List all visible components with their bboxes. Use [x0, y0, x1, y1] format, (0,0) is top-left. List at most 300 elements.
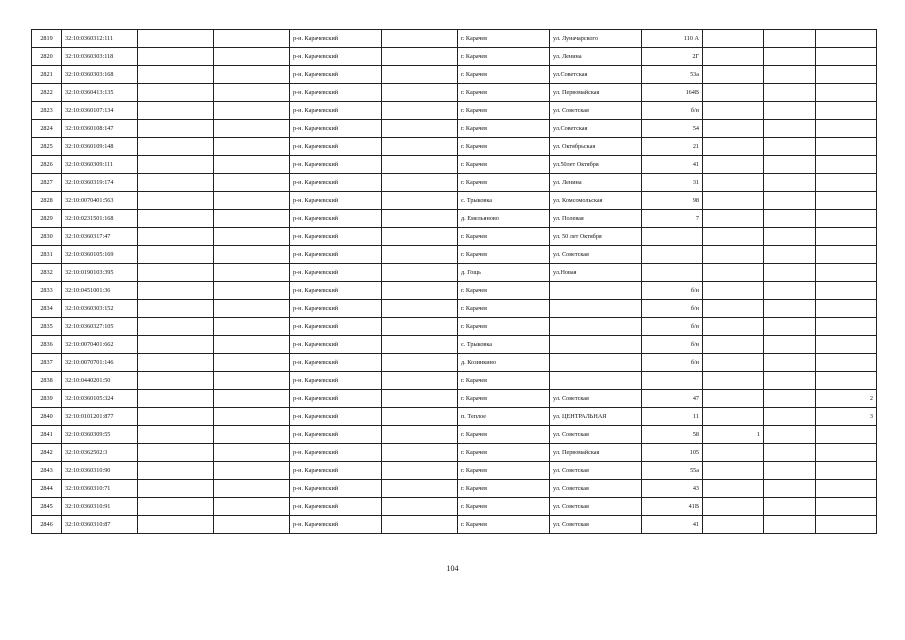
house-number-cell — [642, 228, 703, 246]
locality-cell: г. Карачев — [458, 120, 550, 138]
house-number-cell: 41 — [642, 516, 703, 534]
district-cell: р-н. Карачевский — [290, 120, 382, 138]
street-cell: ул. Советская — [550, 462, 642, 480]
district-cell: р-н. Карачевский — [290, 372, 382, 390]
district-cell: р-н. Карачевский — [290, 48, 382, 66]
street-cell: ул. Советская — [550, 102, 642, 120]
cadastral-number-cell: 32:10:0360310:71 — [62, 480, 138, 498]
house-number-cell: б/н — [642, 300, 703, 318]
street-cell — [550, 318, 642, 336]
row-number-cell: 2824 — [32, 120, 62, 138]
house-number-cell: б/н — [642, 336, 703, 354]
empty-cell — [138, 192, 214, 210]
empty-cell — [138, 282, 214, 300]
extra-cell — [764, 354, 816, 372]
empty-cell — [214, 228, 290, 246]
empty-cell — [382, 228, 458, 246]
empty-cell — [382, 300, 458, 318]
empty-cell — [214, 516, 290, 534]
empty-cell — [214, 282, 290, 300]
locality-cell: с. Трыковка — [458, 336, 550, 354]
extra-cell — [816, 48, 877, 66]
extra-cell — [816, 66, 877, 84]
extra-cell — [764, 138, 816, 156]
empty-cell — [382, 444, 458, 462]
district-cell: р-н. Карачевский — [290, 156, 382, 174]
empty-cell — [138, 462, 214, 480]
extra-cell — [703, 156, 764, 174]
locality-cell: г. Карачев — [458, 516, 550, 534]
row-number-cell: 2838 — [32, 372, 62, 390]
street-cell: ул. Ленина — [550, 48, 642, 66]
cadastral-number-cell: 32:10:0360107:134 — [62, 102, 138, 120]
district-cell: р-н. Карачевский — [290, 354, 382, 372]
empty-cell — [382, 498, 458, 516]
extra-cell — [703, 84, 764, 102]
empty-cell — [382, 516, 458, 534]
extra-cell — [764, 210, 816, 228]
house-number-cell: 53а — [642, 66, 703, 84]
empty-cell — [382, 174, 458, 192]
empty-cell — [214, 318, 290, 336]
table-row — [32, 300, 877, 318]
extra-cell — [703, 372, 764, 390]
street-cell: ул.50лет Октября — [550, 156, 642, 174]
table-row — [32, 498, 877, 516]
locality-cell: г. Карачев — [458, 84, 550, 102]
street-cell: ул. Луначарского — [550, 30, 642, 48]
cadastral-number-cell: 32:10:0070701:146 — [62, 354, 138, 372]
table-row — [32, 210, 877, 228]
extra-cell — [703, 480, 764, 498]
district-cell: р-н. Карачевский — [290, 264, 382, 282]
empty-cell — [382, 426, 458, 444]
extra-cell — [703, 282, 764, 300]
row-number-cell: 2819 — [32, 30, 62, 48]
house-number-cell: 110 А — [642, 30, 703, 48]
table-row — [32, 156, 877, 174]
row-number-cell: 2823 — [32, 102, 62, 120]
locality-cell: г. Карачев — [458, 462, 550, 480]
extra-cell — [764, 84, 816, 102]
table-row — [32, 30, 877, 48]
extra-cell — [764, 426, 816, 444]
house-number-cell: 58 — [642, 426, 703, 444]
house-number-cell: 98 — [642, 192, 703, 210]
extra-cell — [816, 174, 877, 192]
district-cell: р-н. Карачевский — [290, 480, 382, 498]
empty-cell — [138, 156, 214, 174]
table-row — [32, 138, 877, 156]
empty-cell — [214, 246, 290, 264]
row-number-cell: 2829 — [32, 210, 62, 228]
street-cell: ул. Советская — [550, 246, 642, 264]
empty-cell — [214, 300, 290, 318]
extra-cell — [816, 372, 877, 390]
extra-cell — [816, 282, 877, 300]
extra-cell — [764, 192, 816, 210]
extra-cell — [816, 480, 877, 498]
empty-cell — [138, 246, 214, 264]
district-cell: р-н. Карачевский — [290, 300, 382, 318]
cadastral-number-cell: 32:10:0360310:87 — [62, 516, 138, 534]
extra-cell — [816, 102, 877, 120]
empty-cell — [138, 138, 214, 156]
house-number-cell: 55а — [642, 462, 703, 480]
cadastral-number-cell: 32:10:0360317:47 — [62, 228, 138, 246]
district-cell: р-н. Карачевский — [290, 318, 382, 336]
street-cell: ул. Октябрьская — [550, 138, 642, 156]
street-cell — [550, 354, 642, 372]
street-cell: ул. Советская — [550, 498, 642, 516]
empty-cell — [214, 102, 290, 120]
extra-cell — [703, 120, 764, 138]
extra-cell — [703, 192, 764, 210]
extra-cell — [816, 336, 877, 354]
cadastral-number-cell: 32:10:0360327:105 — [62, 318, 138, 336]
empty-cell — [138, 210, 214, 228]
cadastral-number-cell: 32:10:0362502:3 — [62, 444, 138, 462]
district-cell: р-н. Карачевский — [290, 66, 382, 84]
extra-cell — [703, 30, 764, 48]
extra-cell — [764, 30, 816, 48]
extra-cell — [764, 300, 816, 318]
property-register-table — [31, 29, 877, 534]
district-cell: р-н. Карачевский — [290, 84, 382, 102]
table-row — [32, 516, 877, 534]
empty-cell — [138, 228, 214, 246]
empty-cell — [214, 498, 290, 516]
empty-cell — [214, 48, 290, 66]
empty-cell — [138, 516, 214, 534]
street-cell: ул. ЦЕНТРАЛЬНАЯ — [550, 408, 642, 426]
cadastral-number-cell: 32:10:0360109:148 — [62, 138, 138, 156]
house-number-cell: 105 — [642, 444, 703, 462]
empty-cell — [214, 210, 290, 228]
street-cell — [550, 372, 642, 390]
extra-cell — [764, 444, 816, 462]
locality-cell: г. Карачев — [458, 102, 550, 120]
cadastral-number-cell: 32:10:0231501:168 — [62, 210, 138, 228]
empty-cell — [382, 480, 458, 498]
street-cell: ул. Первомайская — [550, 444, 642, 462]
district-cell: р-н. Карачевский — [290, 336, 382, 354]
cadastral-number-cell: 32:10:0360310:90 — [62, 462, 138, 480]
empty-cell — [382, 462, 458, 480]
cadastral-number-cell: 32:10:0360312:111 — [62, 30, 138, 48]
extra-cell — [703, 516, 764, 534]
empty-cell — [138, 102, 214, 120]
cadastral-number-cell: 32:10:0070401:563 — [62, 192, 138, 210]
table-row — [32, 246, 877, 264]
empty-cell — [214, 426, 290, 444]
cadastral-number-cell: 32:10:0360105:169 — [62, 246, 138, 264]
row-number-cell: 2826 — [32, 156, 62, 174]
extra-cell — [816, 192, 877, 210]
extra-cell — [816, 300, 877, 318]
district-cell: р-н. Карачевский — [290, 444, 382, 462]
empty-cell — [214, 354, 290, 372]
empty-cell — [214, 372, 290, 390]
row-number-cell: 2844 — [32, 480, 62, 498]
extra-cell — [764, 498, 816, 516]
street-cell — [550, 282, 642, 300]
locality-cell: г. Карачев — [458, 30, 550, 48]
street-cell: ул.Советская — [550, 120, 642, 138]
locality-cell: г. Карачев — [458, 372, 550, 390]
empty-cell — [214, 138, 290, 156]
extra-cell — [764, 48, 816, 66]
empty-cell — [382, 120, 458, 138]
table-row — [32, 102, 877, 120]
empty-cell — [138, 336, 214, 354]
house-number-cell — [642, 264, 703, 282]
locality-cell: д. Козинкино — [458, 354, 550, 372]
empty-cell — [138, 84, 214, 102]
district-cell: р-н. Карачевский — [290, 228, 382, 246]
empty-cell — [138, 48, 214, 66]
extra-cell — [703, 138, 764, 156]
table-row — [32, 462, 877, 480]
extra-cell — [764, 318, 816, 336]
house-number-cell: 54 — [642, 120, 703, 138]
table-row — [32, 264, 877, 282]
district-cell: р-н. Карачевский — [290, 174, 382, 192]
district-cell: р-н. Карачевский — [290, 138, 382, 156]
locality-cell: с. Трыковка — [458, 192, 550, 210]
extra-cell — [816, 444, 877, 462]
cadastral-number-cell: 32:10:0360319:174 — [62, 174, 138, 192]
cadastral-number-cell: 32:10:0360105:324 — [62, 390, 138, 408]
empty-cell — [382, 372, 458, 390]
empty-cell — [214, 66, 290, 84]
empty-cell — [138, 408, 214, 426]
extra-cell — [703, 300, 764, 318]
extra-cell — [816, 210, 877, 228]
house-number-cell: б/н — [642, 102, 703, 120]
table-row — [32, 426, 877, 444]
extra-cell — [816, 30, 877, 48]
extra-cell — [816, 354, 877, 372]
cadastral-number-cell: 32:10:0360309:55 — [62, 426, 138, 444]
extra-cell — [764, 282, 816, 300]
empty-cell — [138, 66, 214, 84]
house-number-cell: 7 — [642, 210, 703, 228]
extra-cell — [764, 264, 816, 282]
district-cell: р-н. Карачевский — [290, 516, 382, 534]
street-cell: ул. Полевая — [550, 210, 642, 228]
extra-cell — [816, 120, 877, 138]
table-row — [32, 354, 877, 372]
row-number-cell: 2836 — [32, 336, 62, 354]
table-body — [32, 30, 877, 534]
house-number-cell: 11 — [642, 408, 703, 426]
extra-cell — [764, 390, 816, 408]
locality-cell: д. Емельяново — [458, 210, 550, 228]
district-cell: р-н. Карачевский — [290, 462, 382, 480]
house-number-cell: б/н — [642, 318, 703, 336]
district-cell: р-н. Карачевский — [290, 408, 382, 426]
empty-cell — [138, 174, 214, 192]
empty-cell — [382, 318, 458, 336]
extra-cell — [816, 84, 877, 102]
empty-cell — [382, 192, 458, 210]
extra-cell — [703, 318, 764, 336]
table-row — [32, 192, 877, 210]
table-row — [32, 48, 877, 66]
empty-cell — [214, 84, 290, 102]
extra-cell: 3 — [816, 408, 877, 426]
locality-cell: п. Теплое — [458, 408, 550, 426]
house-number-cell — [642, 246, 703, 264]
empty-cell — [214, 390, 290, 408]
street-cell: ул. Советская — [550, 516, 642, 534]
district-cell: р-н. Карачевский — [290, 426, 382, 444]
extra-cell — [816, 318, 877, 336]
row-number-cell: 2837 — [32, 354, 62, 372]
house-number-cell: 47 — [642, 390, 703, 408]
row-number-cell: 2833 — [32, 282, 62, 300]
extra-cell — [703, 354, 764, 372]
extra-cell — [703, 390, 764, 408]
empty-cell — [138, 264, 214, 282]
row-number-cell: 2842 — [32, 444, 62, 462]
empty-cell — [138, 426, 214, 444]
cadastral-number-cell: 32:10:0360303:118 — [62, 48, 138, 66]
row-number-cell: 2840 — [32, 408, 62, 426]
empty-cell — [138, 120, 214, 138]
cadastral-number-cell: 32:10:0360413:135 — [62, 84, 138, 102]
cadastral-number-cell: 32:10:0360310:91 — [62, 498, 138, 516]
street-cell: ул.Новая — [550, 264, 642, 282]
extra-cell — [816, 516, 877, 534]
empty-cell — [382, 336, 458, 354]
empty-cell — [214, 120, 290, 138]
extra-cell — [703, 66, 764, 84]
locality-cell: г. Карачев — [458, 426, 550, 444]
row-number-cell: 2822 — [32, 84, 62, 102]
extra-cell: 1 — [703, 426, 764, 444]
extra-cell: 2 — [816, 390, 877, 408]
extra-cell — [764, 228, 816, 246]
row-number-cell: 2821 — [32, 66, 62, 84]
cadastral-number-cell: 32:10:0360309:111 — [62, 156, 138, 174]
empty-cell — [382, 84, 458, 102]
locality-cell: д. Гощь — [458, 264, 550, 282]
table-row — [32, 372, 877, 390]
table-row — [32, 120, 877, 138]
house-number-cell: б/н — [642, 354, 703, 372]
empty-cell — [214, 30, 290, 48]
row-number-cell: 2843 — [32, 462, 62, 480]
row-number-cell: 2835 — [32, 318, 62, 336]
house-number-cell — [642, 372, 703, 390]
locality-cell: г. Карачев — [458, 390, 550, 408]
cadastral-number-cell: 32:10:0360108:147 — [62, 120, 138, 138]
cadastral-number-cell: 32:10:0190103:395 — [62, 264, 138, 282]
street-cell: ул. Советская — [550, 480, 642, 498]
empty-cell — [138, 318, 214, 336]
empty-cell — [214, 408, 290, 426]
street-cell — [550, 336, 642, 354]
extra-cell — [703, 462, 764, 480]
row-number-cell: 2828 — [32, 192, 62, 210]
empty-cell — [382, 354, 458, 372]
empty-cell — [138, 498, 214, 516]
empty-cell — [382, 264, 458, 282]
extra-cell — [764, 516, 816, 534]
empty-cell — [382, 390, 458, 408]
row-number-cell: 2845 — [32, 498, 62, 516]
extra-cell — [816, 156, 877, 174]
empty-cell — [138, 444, 214, 462]
extra-cell — [764, 462, 816, 480]
empty-cell — [138, 390, 214, 408]
row-number-cell: 2841 — [32, 426, 62, 444]
extra-cell — [764, 336, 816, 354]
empty-cell — [214, 264, 290, 282]
row-number-cell: 2820 — [32, 48, 62, 66]
street-cell: ул. Советская — [550, 426, 642, 444]
empty-cell — [382, 282, 458, 300]
row-number-cell: 2825 — [32, 138, 62, 156]
house-number-cell: 31 — [642, 174, 703, 192]
empty-cell — [382, 156, 458, 174]
extra-cell — [703, 444, 764, 462]
extra-cell — [764, 372, 816, 390]
extra-cell — [816, 426, 877, 444]
table-row — [32, 318, 877, 336]
empty-cell — [214, 444, 290, 462]
row-number-cell: 2827 — [32, 174, 62, 192]
table-row — [32, 444, 877, 462]
empty-cell — [138, 372, 214, 390]
empty-cell — [382, 246, 458, 264]
row-number-cell: 2831 — [32, 246, 62, 264]
extra-cell — [703, 174, 764, 192]
table-row — [32, 228, 877, 246]
extra-cell — [703, 408, 764, 426]
extra-cell — [816, 228, 877, 246]
street-cell: ул. Советская — [550, 390, 642, 408]
extra-cell — [816, 462, 877, 480]
locality-cell: г. Карачев — [458, 228, 550, 246]
locality-cell: г. Карачев — [458, 480, 550, 498]
empty-cell — [382, 408, 458, 426]
extra-cell — [703, 264, 764, 282]
empty-cell — [138, 300, 214, 318]
house-number-cell: 41В — [642, 498, 703, 516]
table-row — [32, 66, 877, 84]
locality-cell: г. Карачев — [458, 138, 550, 156]
house-number-cell: б/н — [642, 282, 703, 300]
locality-cell: г. Карачев — [458, 66, 550, 84]
empty-cell — [382, 30, 458, 48]
row-number-cell: 2834 — [32, 300, 62, 318]
locality-cell: г. Карачев — [458, 246, 550, 264]
empty-cell — [214, 336, 290, 354]
empty-cell — [382, 102, 458, 120]
street-cell: ул. Комсомольская — [550, 192, 642, 210]
extra-cell — [703, 102, 764, 120]
empty-cell — [138, 354, 214, 372]
house-number-cell: 2Г — [642, 48, 703, 66]
cadastral-number-cell: 32:10:0070401:662 — [62, 336, 138, 354]
cadastral-number-cell: 32:10:0360303:152 — [62, 300, 138, 318]
extra-cell — [816, 246, 877, 264]
extra-cell — [816, 138, 877, 156]
empty-cell — [214, 156, 290, 174]
